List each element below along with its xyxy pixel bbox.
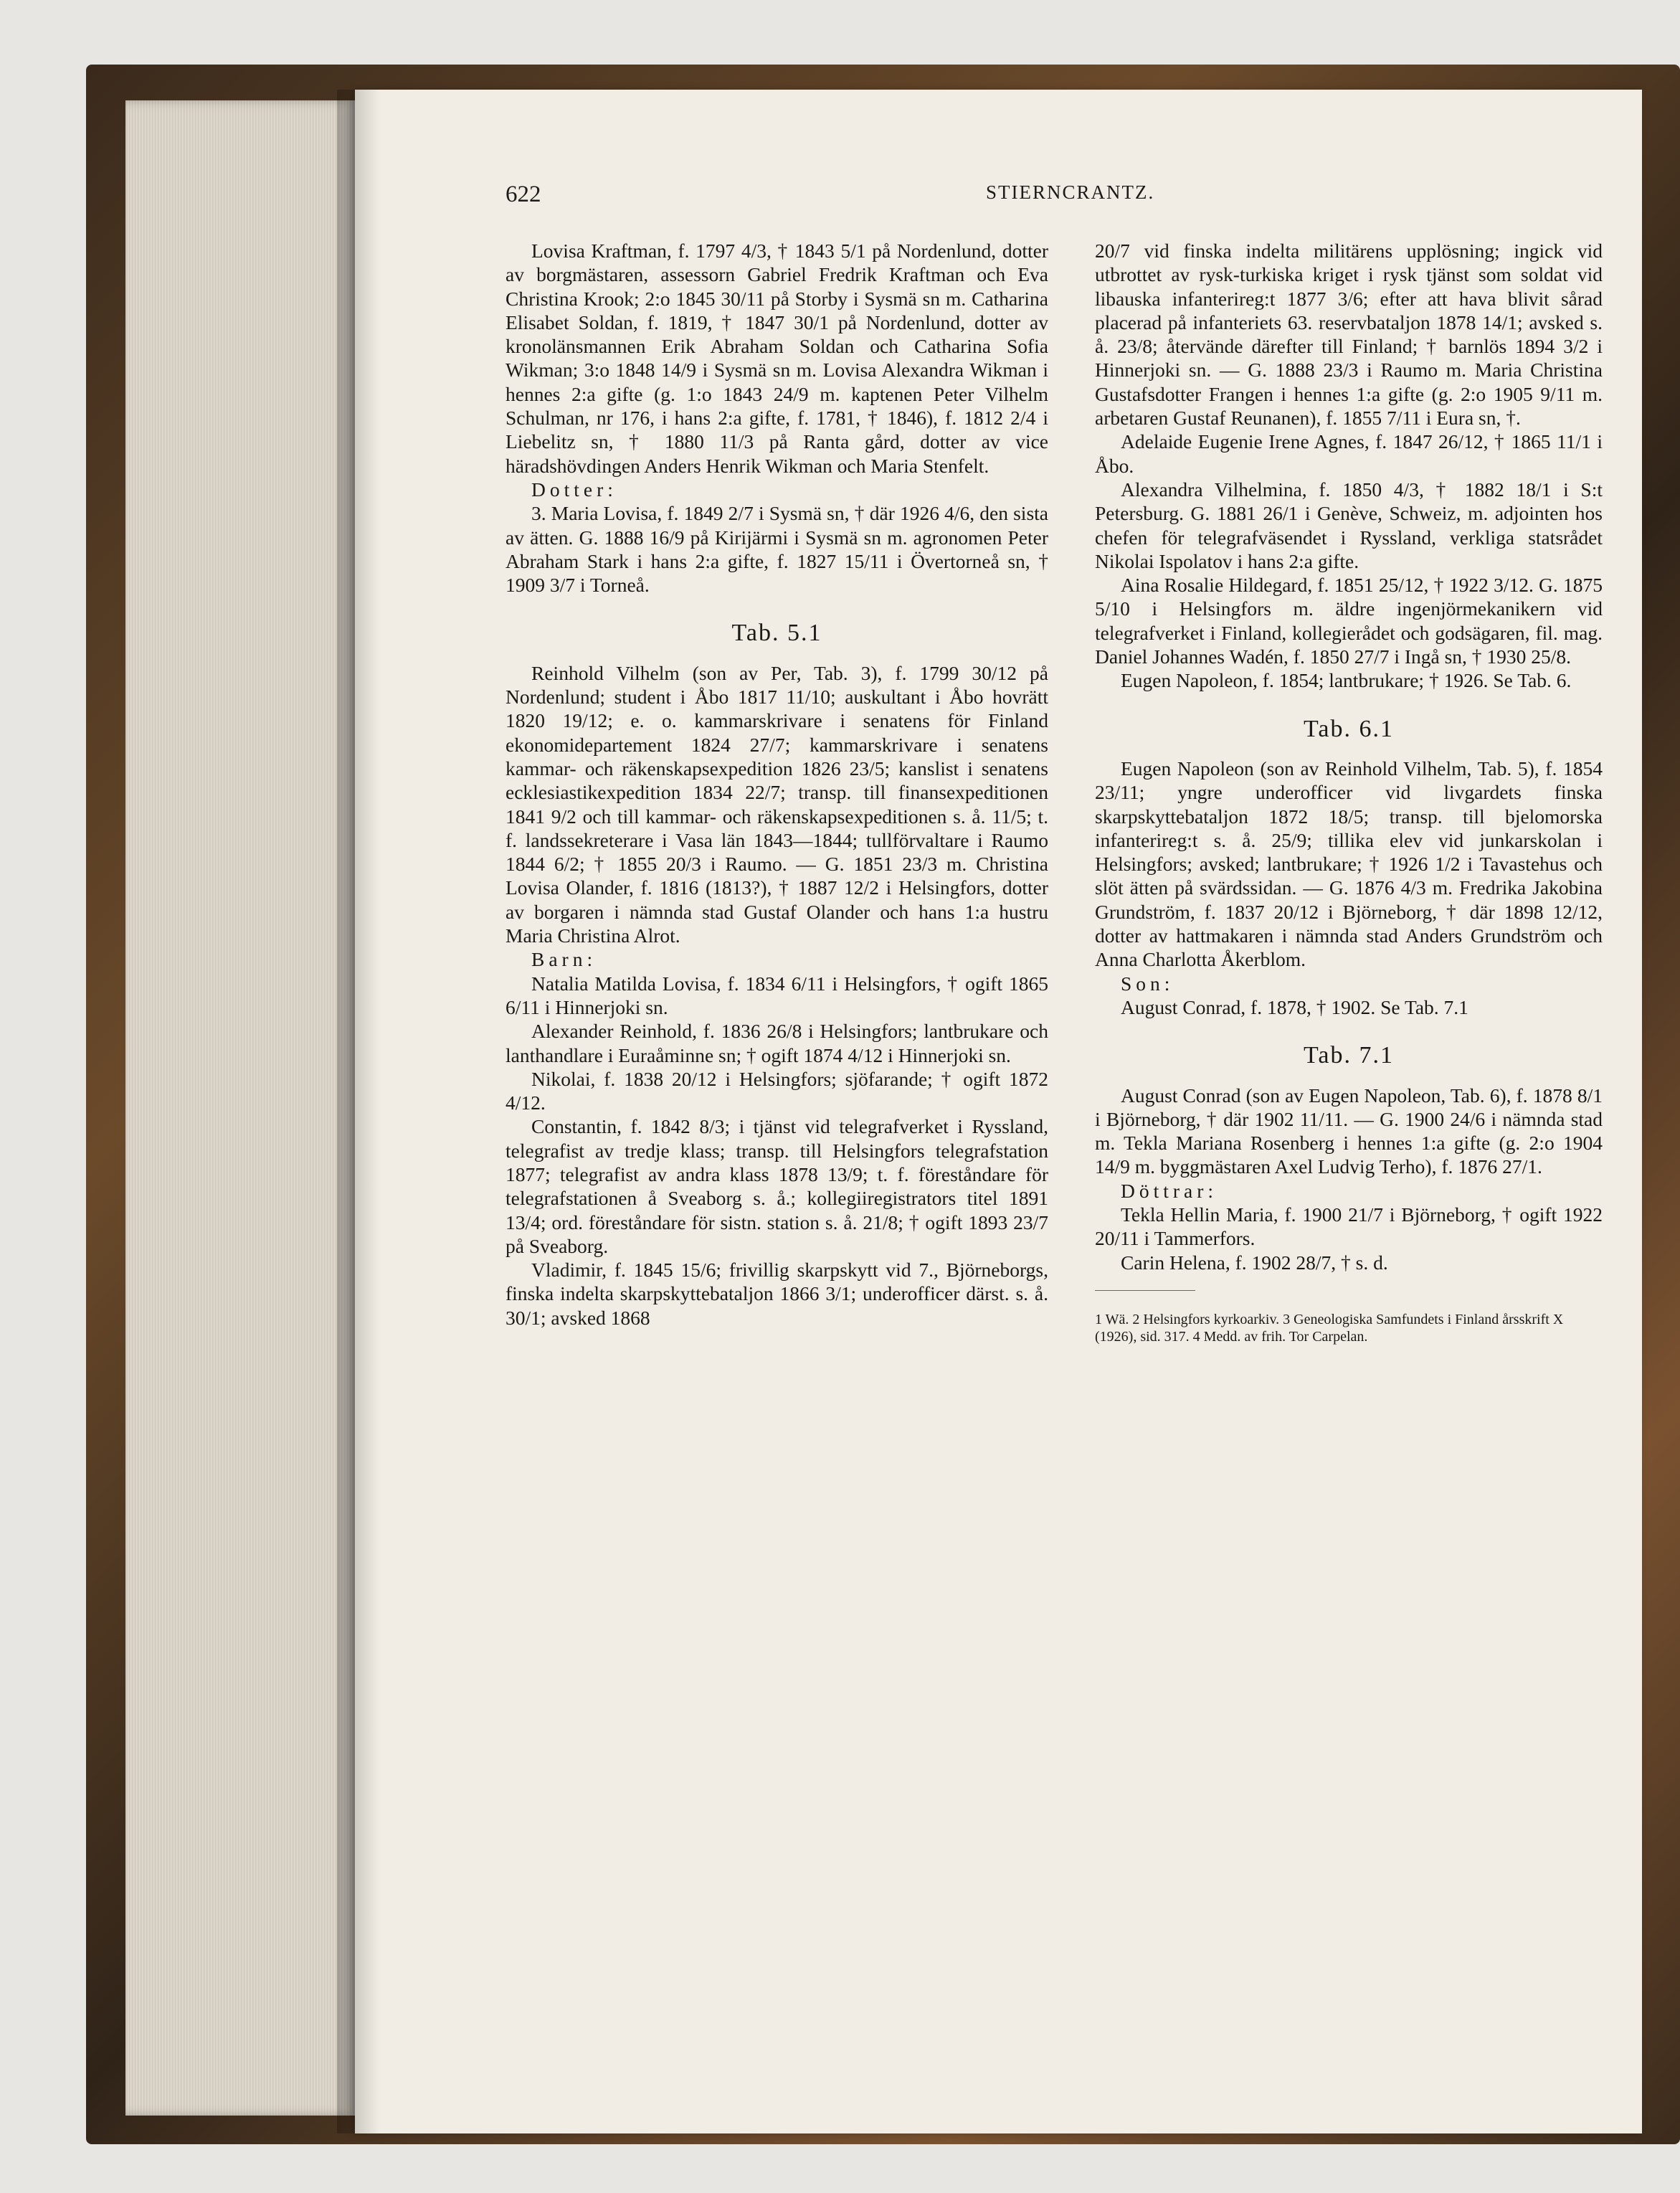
paragraph: Alexander Reinhold, f. 1836 26/8 i Helsingfors; lantbrukare och lanthandlare i Euraåminne sn; † ogift 1874 4/12 i Hinnerjoki sn.	[506, 1020, 1048, 1066]
paragraph: August Conrad (son av Eugen Napoleon, Tab. 6), f. 1878 8/1 i Björneborg, † där 1902 11/11. — G. 1900 24/6 i nämnda stad m. Tekla Mariana Rosenberg i hennes 1:a gifte (g. 2:o 1904 14/9 m. byggmästaren Axel Ludvig Terho), f. 1876 27/1.	[1095, 1084, 1603, 1178]
paragraph: Nikolai, f. 1838 20/12 i Helsingfors; sjöfarande; † ogift 1872 4/12.	[506, 1067, 1048, 1114]
paragraph: Carin Helena, f. 1902 28/7, † s. d.	[1121, 1251, 1388, 1274]
paragraph: Natalia Matilda Lovisa, f. 1834 6/11 i Helsingfors, † ogift 1865 6/11 i Hinnerjoki sn.	[506, 972, 1048, 1018]
paragraph: Alexandra Vilhelmina, f. 1850 4/3, † 1882 18/1 i S:t Petersburg. G. 1881 26/1 i Genève, Schweiz, m. adjointen hos chefen för telegrafväsendet i Ryssland, verkliga statsrådet Nikolai Ispolatov i hans 2:a gifte.	[1095, 478, 1603, 572]
paragraph: Reinhold Vilhelm (son av Per, Tab. 3), f. 1799 30/12 på Nordenlund; student i Åbo 1817 11/10; auskultant i Åbo hovrätt 1820 19/12; e. o. kammarskrivare i senatens för Finland ekonomidepartement 1824 27/7; kammarskrivare i senatens kammar- och räkenskapsexpedition 1826 23/5; kanslist i senatens ecklesiastikexpedition 1834 22/7; transp. till finansexpeditionen 1841 9/2 och till kammar- och räkenskapsexpeditionen s. å. 11/5; t. f. landssekreterare i Vasa län 1843—1844; tullförvaltare i Raumo 1844 6/2; † 1855 20/3 i Raumo. — G. 1851 23/3 m. Christina Lovisa Olander, f. 1816 (1813?), † 1887 12/2 i Helsingfors, dotter av borgaren i nämnda stad Gustaf Olander och hans 1:a hustru Maria Christina Alrot.	[506, 661, 1048, 947]
running-title: STIERNCRANTZ.	[986, 181, 1155, 203]
footnote-rule	[1095, 1290, 1195, 1291]
paragraph: Vladimir, f. 1845 15/6; frivillig skarpskytt vid 7., Björneborgs, finska indelta skarpskyttebataljon 1866 3/1; underofficer därst. s. å. 30/1; avsked 1868	[506, 1259, 1048, 1329]
page-edges	[125, 100, 355, 2116]
left-column	[506, 239, 1048, 1330]
paragraph: 20/7 vid finska indelta militärens upplösning; ingick vid utbrottet av rysk-turkiska kriget i rysk tjänst som soldat vid libauska infanterireg:t 1877 3/6; efter att hava blivit sårad placerad på infanteriets 63. reservbataljon 1878 14/1; avsked s. å. 23/8; återvände därefter till Finland; † barnlös 1894 3/2 i Hinnerjoki sn. — G. 1888 23/3 i Raumo m. Maria Christina Gustafsdotter Frangen i hennes 1:a gifte (g. 2:o 1905 9/11 m. arbetaren Gustaf Reunanen), f. 1855 7/11 i Eura sn, †.	[1095, 240, 1603, 430]
paragraph: Tekla Hellin Maria, f. 1900 21/7 i Björneborg, † ogift 1922 20/11 i Tammerfors.	[1095, 1203, 1603, 1250]
subheading-son: Son:	[1121, 972, 1174, 995]
running-head	[506, 181, 1617, 210]
page-gutter-shadow	[337, 90, 380, 2133]
paragraph: Constantin, f. 1842 8/3; i tjänst vid telegrafverket i Ryssland, telegrafist av tredje klass; transp. till Helsingfors telegrafstation 1877; telegrafist av andra klass 1878 13/9; t. f. föreståndare för telegrafstationen å Sveaborg s. å.; kollegiiregistrators titel 1891 13/4; ord. föreståndare för sistn. station s. å. 21/8; † ogift 1893 23/7 på Sveaborg.	[506, 1115, 1048, 1257]
right-column	[1095, 239, 1603, 1345]
subheading-dottrar: Döttrar:	[1121, 1179, 1218, 1202]
section-heading-tab7: Tab. 7.1	[1304, 1042, 1394, 1069]
section-heading-tab5: Tab. 5.1	[731, 620, 822, 647]
paragraph: Aina Rosalie Hildegard, f. 1851 25/12, † 1922 3/12. G. 1875 5/10 i Helsingfors m. äldre ingenjörmekanikern vid telegrafverket i Finland, kollegierådet och godsägaren, fil. mag. Daniel Johannes Wadén, f. 1850 27/7 i Ingå sn, † 1930 25/8.	[1095, 574, 1603, 668]
paragraph: Eugen Napoleon, f. 1854; lantbrukare; † 1926. Se Tab. 6.	[1121, 669, 1572, 692]
paragraph: Adelaide Eugenie Irene Agnes, f. 1847 26/12, † 1865 11/1 i Åbo.	[1095, 430, 1603, 477]
paragraph: Lovisa Kraftman, f. 1797 4/3, † 1843 5/1 på Nordenlund, dotter av borgmästaren, assessorn Gabriel Fredrik Kraftman och Eva Christina Krook; 2:o 1845 30/11 på Storby i Sysmä sn m. Catharina Elisabet Soldan, f. 1819, † 1847 30/1 på Nordenlund, dotter av kronolänsmannen Erik Abraham Soldan och Catharina Sofia Wikman; 3:o 1848 14/9 i Sysmä sn m. Lovisa Alexandra Wikman i hennes 2:a gifte (g. 1:o 1843 24/9 m. kaptenen Peter Vilhelm Schulman, nr 176, i hans 2:a gifte, f. 1781, † 1846), f. 1812 2/4 i Liebelitz sn, † 1880 11/3 på Ranta gård, dotter av vice häradshövdingen Anders Henrik Wikman och Maria Stenfelt.	[506, 240, 1048, 477]
subheading-barn: Barn:	[531, 948, 597, 971]
page-number: 622	[506, 181, 541, 207]
paragraph: August Conrad, f. 1878, † 1902. Se Tab. 7.1	[1121, 995, 1468, 1018]
paragraph: Eugen Napoleon (son av Reinhold Vilhelm, Tab. 5), f. 1854 23/11; yngre underofficer vid livgardets finska skarpskyttebataljon 1872 18/5; transp. till bjelomorska infanterireg:t s. å. 25/9; tillika elev vid junkarskolan i Helsingfors; avsked; lantbrukare; † 1926 1/2 i Tavastehus och slöt ätten på svärdssidan. — G. 1876 4/3 m. Fredrika Jakobina Grundström, f. 1837 20/12 i Björneborg, † där 1898 12/12, dotter av hattmakaren i nämnda stad Anders Grundström och Anna Charlotta Åkerblom.	[1095, 757, 1603, 971]
paragraph: 3. Maria Lovisa, f. 1849 2/7 i Sysmä sn, † där 1926 4/6, den sista av ätten. G. 1888 16/9 på Kirijärmi i Sysmä sn m. agronomen Peter Abraham Stark i hans 2:a gifte, f. 1827 15/11 i Övertorneå sn, † 1909 3/7 i Torneå.	[506, 502, 1048, 597]
subheading-dotter: Dotter:	[531, 478, 617, 501]
footnotes: 1 Wä. 2 Helsingfors kyrkoarkiv. 3 Geneologiska Samfundets i Finland årsskrift X (1926), sid. 317. 4 Medd. av frih. Tor Carpelan.	[1095, 1311, 1564, 1345]
section-heading-tab6: Tab. 6.1	[1304, 715, 1394, 742]
